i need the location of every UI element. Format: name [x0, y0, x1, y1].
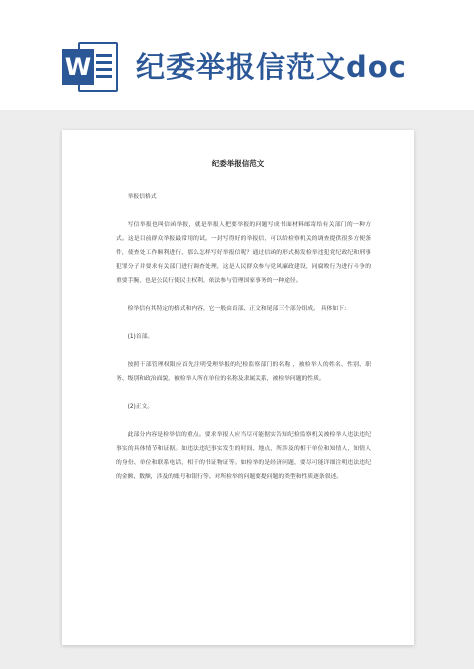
icon-text-line: [96, 61, 112, 64]
icon-text-line: [96, 54, 112, 57]
icon-text-line: [96, 68, 112, 71]
header-title: 纪委举报信范文doc: [136, 50, 407, 84]
document-body: [116, 190, 371, 498]
paragraph: 写信举报也叫信函举报，就是举报人把要举报的问题写成书面材料邮寄给有关部门的一种方式。这是目前群众举报最常用的试。一封写得好的举报信，可以给检察机关的调查提供很多方便条件，使查处工作顺利进行，那么怎样写好举报信呢？通过信函的形式揭发检举违犯党纪政纪和刑事犯罪分子并要求有关部门进行调查处理，这是人民群众参与党风廉政建设，同腐败行为进行斗争的重要手腕，也是公民行使民主权利，依法参与管理国家事务的一种途径。: [116, 222, 371, 284]
document-page: [62, 130, 414, 645]
paragraph-heading: 举报信格式: [127, 194, 157, 200]
paragraph: 按照干部管理权限应首先注明受理举报的纪检监察部门的名称 ，被检举人的姓名、性别、职务、级别和政治面貌，被检举人所在单位的名称及隶属关系，被检举问题的性质。: [116, 362, 371, 382]
word-document-icon: [62, 42, 120, 92]
paragraph-section-heading: (1)首部。: [127, 334, 154, 340]
paragraph-section-heading: (2)正文。: [127, 404, 154, 410]
header-banner: [0, 0, 474, 110]
icon-text-line: [96, 75, 112, 78]
paragraph: 检举信有其特定的格式和内容，它一般由首部、正文和尾部三个部分组成。 具体如下：: [127, 306, 350, 312]
icon-badge-letter: W: [62, 49, 94, 85]
document-title: 纪委举报信范文: [211, 159, 265, 168]
paragraph: 此部分内容是检举信的重点。要求举报人应当尽可能据实告知纪检监察机关被检举人违法违纪事实的具体情节和证据。如违法违纪事实发生的时间、地点，所涉及的相干单位和知情人，知情人的身份、单位和联系电话，相干的书证物证等。如检举的是经济问题，要尽可能详细注明违法违纪的金额、数额，涉及的账号和银行等。对所检举的问题要提问题的类型和性质逐条叙述。: [116, 432, 371, 480]
